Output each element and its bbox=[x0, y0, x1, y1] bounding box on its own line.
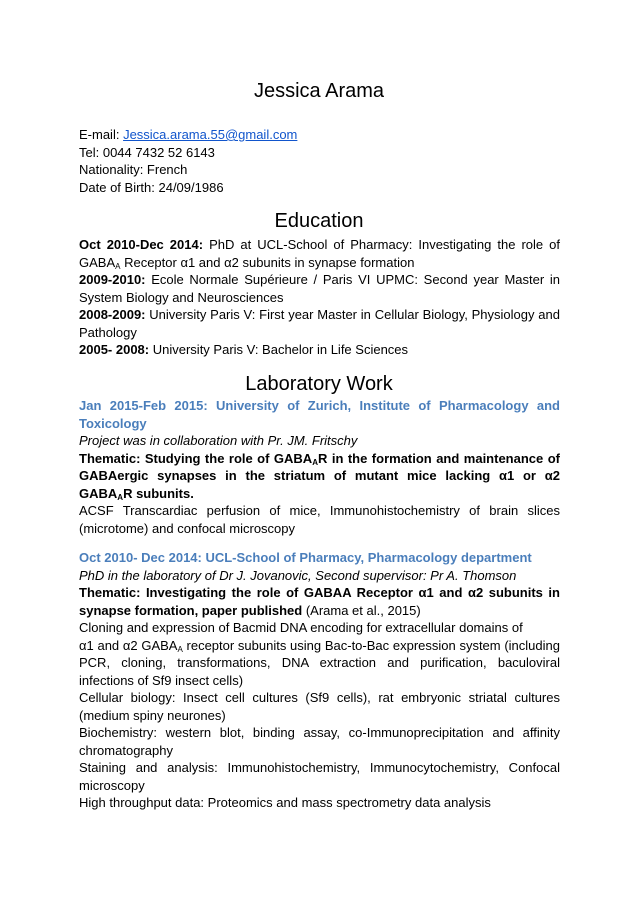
education-item bbox=[79, 236, 560, 271]
email-label: E-mail: bbox=[79, 127, 124, 142]
zurich-project: Project was in collaboration with Pr. JM. Fritschy bbox=[79, 433, 358, 448]
education-dates: Oct 2010-Dec 2014: bbox=[79, 237, 204, 252]
education-text: University Paris V: Bachelor in Life Sciences bbox=[149, 342, 409, 357]
ucl-staining: Staining and analysis: Immunohistochemistry, Immunocytochemistry, Confocal microscopy bbox=[79, 760, 560, 793]
education-dates: 2009-2010: bbox=[79, 272, 146, 287]
lab-ucl bbox=[79, 549, 560, 812]
contact-block bbox=[79, 126, 297, 196]
cv-name-title: Jessica Arama bbox=[253, 80, 385, 102]
tel-line: Tel: 0044 7432 52 6143 bbox=[79, 144, 215, 160]
zurich-title: Jan 2015-Feb 2015: University of Zurich, Institute of Pharmacology and Toxicology bbox=[79, 398, 560, 431]
zurich-thematic bbox=[79, 450, 560, 503]
education-list bbox=[79, 236, 560, 359]
subscript: A bbox=[115, 261, 121, 271]
thematic-text: Thematic: Investigating the role of GABAA Receptor α1 and α2 subunits in synapse formation, paper published bbox=[79, 585, 560, 618]
lab-heading: Laboratory Work bbox=[245, 373, 393, 395]
cloning-text: receptor subunits using Bac-to-Bac expression system (including PCR, cloning, transformations, DNA extraction and purification, baculoviral infections of Sf9 insect cells) bbox=[79, 637, 560, 688]
education-item bbox=[79, 306, 560, 341]
ucl-thematic bbox=[79, 584, 560, 619]
thematic-text: R subunits. bbox=[123, 485, 194, 501]
email-line bbox=[79, 126, 297, 144]
subscript: A bbox=[177, 644, 183, 654]
education-heading: Education bbox=[274, 210, 364, 232]
dob-line: Date of Birth: 24/09/1986 bbox=[79, 179, 224, 195]
education-dates: 2005- 2008: bbox=[79, 342, 150, 357]
cloning-text: α1 and α2 GABA bbox=[79, 637, 178, 653]
education-dates: 2008-2009: bbox=[79, 307, 146, 322]
ucl-cloning-2 bbox=[79, 637, 560, 690]
education-text: PhD at UCL-School of Pharmacy: Investigating the role of GABA bbox=[79, 237, 560, 270]
thematic-text: Thematic: Studying the role of GABA bbox=[79, 450, 313, 466]
education-text: Ecole Normale Supérieure / Paris VI UPMC: Second year Master in System Biology and Neurosciences bbox=[79, 272, 560, 305]
subscript: A bbox=[117, 492, 124, 502]
thematic-text: R in the formation and maintenance of GABAergic synapses in the striatum of mutant mice lacking α1 or α2 GABA bbox=[79, 450, 560, 501]
email-link[interactable]: Jessica.arama.55@gmail.com bbox=[123, 127, 298, 142]
nationality-line: Nationality: French bbox=[79, 162, 188, 177]
education-item bbox=[79, 341, 560, 359]
education-item bbox=[79, 271, 560, 306]
subscript: A bbox=[312, 457, 318, 467]
zurich-desc: ACSF Transcardiac perfusion of mice, Immunohistochemistry of brain slices (microtome) and confocal microscopy bbox=[79, 503, 560, 536]
ucl-cloning-1: Cloning and expression of Bacmid DNA encoding for extracellular domains of bbox=[79, 620, 523, 635]
ucl-highthroughput: High throughput data: Proteomics and mass spectrometry data analysis bbox=[79, 795, 491, 810]
ucl-cellular: Cellular biology: Insect cell cultures (Sf9 cells), rat embryonic striatal cultures (medium spiny neurones) bbox=[79, 690, 560, 723]
ucl-biochem: Biochemistry: western blot, binding assay, co-Immunoprecipitation and affinity chromatography bbox=[79, 725, 560, 758]
thematic-ref: (Arama et al., 2015) bbox=[302, 602, 421, 618]
ucl-phd: PhD in the laboratory of Dr J. Jovanovic, Second supervisor: Pr A. Thomson bbox=[79, 567, 517, 583]
lab-zurich bbox=[79, 397, 560, 537]
ucl-title: Oct 2010- Dec 2014: UCL-School of Pharmacy, Pharmacology department bbox=[79, 550, 532, 565]
education-text: University Paris V: First year Master in Cellular Biology, Physiology and Pathology bbox=[79, 307, 560, 340]
education-text: Receptor α1 and α2 subunits in synapse formation bbox=[120, 254, 415, 270]
